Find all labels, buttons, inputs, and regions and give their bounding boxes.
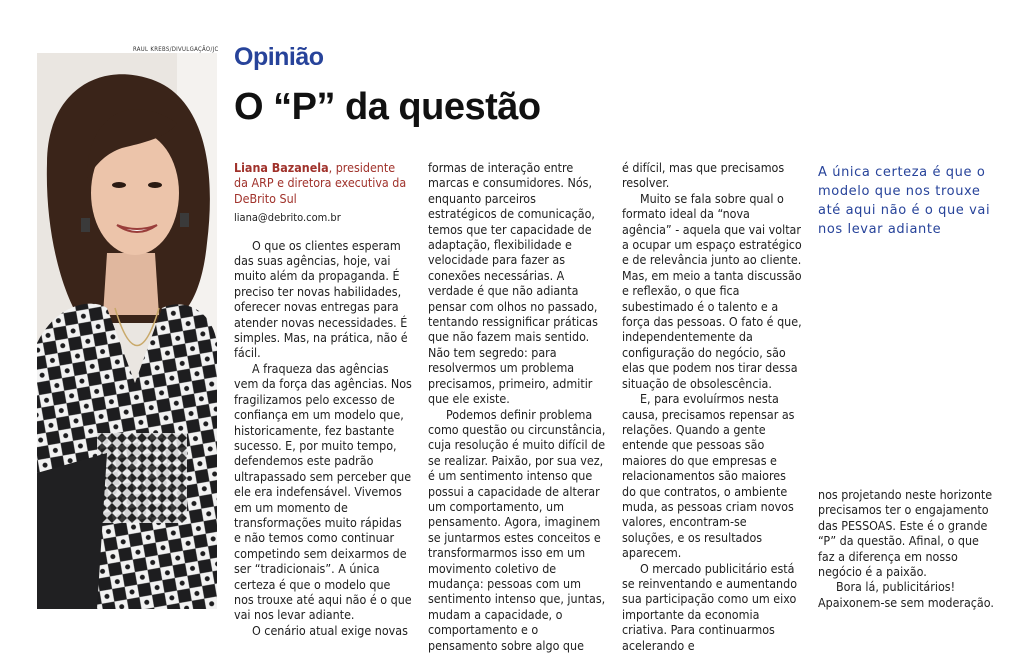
paragraph: Muito se fala sobre qual o formato ideal da “nova agência” - aquela que vai voltar a ocupar um espaço estratégico e de relevância junto ao cliente. Mas, em meio a tanta discussão e reflexão, o que fica subestimado é o talento e a força das pessoas. O fato é que, independentemente da configuração do negócio, são elas que podem nos tirar dessa situação de obsolescência. [622, 191, 802, 391]
author-role: , presidente da ARP e diretora executiva da DeBrito Sul [234, 160, 406, 206]
paragraph: O cenário atual exige novas [234, 623, 412, 638]
author-email[interactable]: liana@debrito.com.br [234, 210, 412, 225]
paragraph: E, para evoluírmos nesta causa, precisamos repensar as relações. Quando a gente entende que pessoas são maiores do que empresas e relacionamentos são maiores do que contratos, o ambiente muda, as pessoas criam novos valores, encontram-se soluções, e os resultados aparecem. [622, 391, 802, 560]
headline: O “P” da questão [234, 86, 541, 129]
column-4 [818, 487, 996, 610]
paragraph: Podemos definir problema como questão ou circunstância, cuja resolução é muito difícil de se realizar. Paixão, por sua vez, é um sentimento intenso que possui a capacidade de alterar um comportamento, um pensamento. Agora, imaginem se juntarmos estes conceitos e transformarmos isso em um movimento coletivo de mudança: pessoas com um sentimento intenso que, juntas, mudam a capacidade, o comportamento e o pensamento sobre algo que [428, 407, 606, 653]
column-2 [428, 160, 606, 653]
byline [234, 160, 412, 206]
section-label: Opinião [234, 43, 324, 72]
paragraph: O mercado publicitário está se reinventando e aumentando sua participação como um eixo importante da economia criativa. Para continuarmos acelerando e [622, 561, 802, 653]
paragraph: formas de interação entre marcas e consumidores. Nós, enquanto parceiros estratégicos de comunicação, temos que ter capacidade de adaptação, flexibilidade e velocidade para fazer as conexões necessárias. A verdade é que não adianta pensar com olhos no passado, tentando ressignificar práticas que não fazem mais sentido. Não tem segredo: para resolvermos um problema precisamos, primeiro, admitir que ele existe. [428, 160, 606, 407]
pull-quote: A única certeza é que o modelo que nos trouxe até aqui não é o que vai nos levar adiante [818, 163, 998, 239]
column-3 [622, 160, 802, 653]
photo-credit: RAUL KREBS/DIVULGAÇÃO/JC [133, 46, 219, 53]
paragraph: nos projetando neste horizonte precisamos ter o engajamento das PESSOAS. Este é o grande “P” da questão. Afinal, o que faz a diferença em nosso negócio é a paixão. [818, 487, 996, 579]
column-1 [234, 160, 412, 638]
paragraph: A fraqueza das agências vem da força das agências. Nos fragilizamos pelo excesso de confiança em um modelo que, historicamente, fez bastante sucesso. E, por muito tempo, defendemos este padrão ultrapassado sem perceber que ele era indefensável. Vivemos em um momento de transformações muito rápidas e não temos como continuar competindo sem deixarmos de ser “tradicionais”. A única certeza é que o modelo que nos trouxe até aqui não é o que vai nos levar adiante. [234, 361, 412, 623]
author-photo [37, 53, 217, 609]
paragraph: é difícil, mas que precisamos resolver. [622, 160, 802, 191]
paragraph: O que os clientes esperam das suas agências, hoje, vai muito além da propaganda. É preciso ter novas habilidades, oferecer novas entregas para atender novas necessidades. É simples. Mas, na prática, não é fácil. [234, 238, 412, 361]
author-name: Liana Bazanela [234, 160, 329, 175]
paragraph: Bora lá, publicitários! Apaixonem-se sem moderação. [818, 579, 996, 610]
